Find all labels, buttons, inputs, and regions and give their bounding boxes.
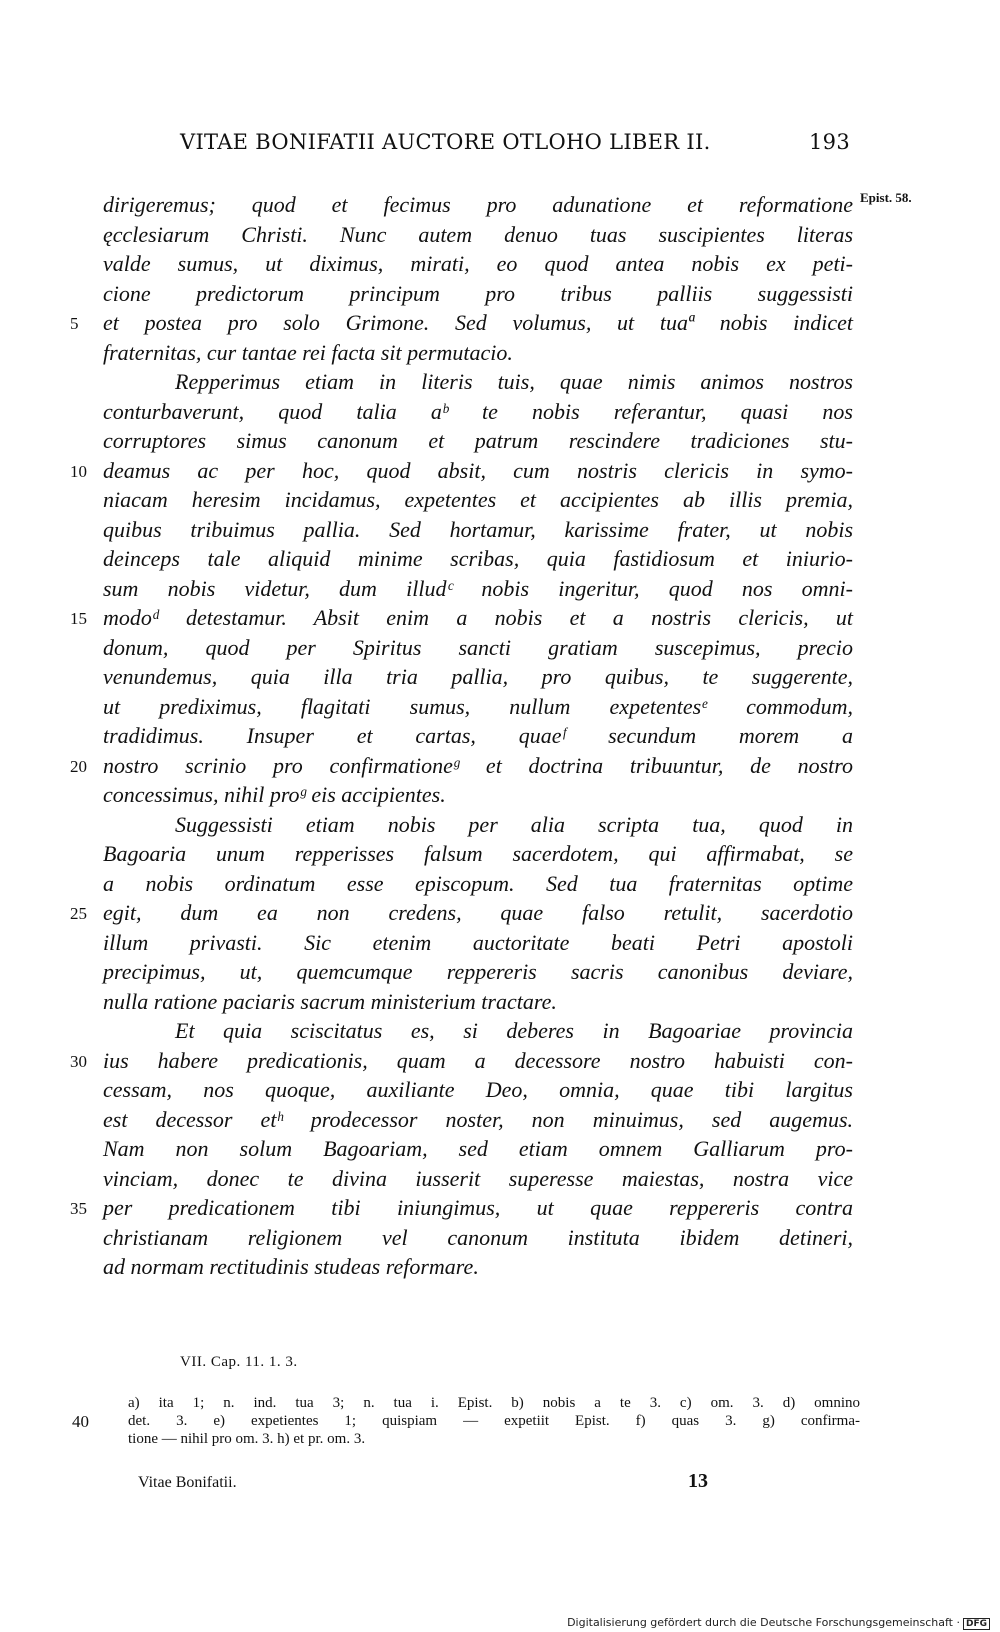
text-line	[103, 338, 853, 368]
line-number: 10	[70, 461, 87, 481]
main-text	[70, 190, 912, 1282]
footnote-line	[128, 1394, 860, 1412]
text-line	[103, 426, 853, 456]
text-line	[103, 279, 853, 309]
text-line	[103, 544, 853, 574]
text-line	[103, 692, 853, 722]
line-number: 15	[70, 609, 87, 628]
text-line	[103, 220, 853, 250]
text-line	[103, 1164, 853, 1194]
line-text: nulla ratione paciaris sacrum ministerium tractare.	[103, 988, 557, 1014]
line-number: 35	[70, 1199, 87, 1218]
text-line	[103, 633, 853, 663]
text-line	[70, 1046, 853, 1076]
text-line	[103, 574, 853, 604]
footnotes	[72, 1394, 860, 1448]
text-line	[70, 308, 853, 338]
text-line	[103, 515, 853, 545]
page-number: 193	[809, 130, 850, 154]
text-line	[70, 898, 853, 928]
text-line	[103, 1105, 853, 1135]
line-text: niacam heresim incidamus, expetentes et accipientes ab illis premia,	[103, 487, 853, 512]
line-text: ius habere predicationis, quam a decessore nostro habuisti con-	[103, 1047, 853, 1073]
line-text: modoᵈ detestamur. Absit enim a nobis et a nostris clericis, ut	[103, 605, 853, 630]
line-text: egit, dum ea non credens, quae falso retulit, sacerdotio	[103, 900, 853, 925]
text-line	[70, 603, 853, 633]
line-text: ęcclesiarum Christi. Nunc autem denuo tuas suscipientes literas	[103, 221, 853, 247]
text-line	[103, 190, 853, 220]
line-text: et postea pro solo Grimone. Sed volumus, ut tuaª nobis indicet	[103, 310, 853, 335]
footnote-text: tione — nihil pro om. 3. h) et pr. om. 3.	[128, 1431, 366, 1447]
line-text: cione predictorum principum pro tribus palliis suggessisti	[103, 280, 853, 306]
running-title: VITAE BONIFATII AUCTORE OTLOHO LIBER II.	[180, 130, 711, 154]
text-line	[103, 780, 853, 810]
footnote-line	[72, 1412, 860, 1431]
text-line	[103, 1252, 853, 1282]
line-text: deinceps tale aliquid minime scribas, quia fastidiosum et iniurio-	[103, 546, 853, 571]
margin-note: Epist. 58.	[860, 190, 912, 205]
line-text: est decessor etʰ prodecessor noster, non minuimus, sed augemus.	[103, 1106, 853, 1132]
line-text: dirigeremus; quod et fecimus pro adunatione et reformatione	[103, 192, 853, 217]
digitization-footer	[567, 1616, 990, 1630]
line-text: illum privasti. Sic etenim auctoritate beati Petri apostoli	[103, 929, 853, 955]
text-line	[103, 1075, 853, 1105]
chapter-reference: VII. Cap. 11. 1. 3.	[180, 1354, 298, 1370]
text-line	[103, 869, 853, 899]
line-text: conturbaverunt, quod talia aᵇ te nobis referantur, quasi nos	[103, 398, 853, 424]
footnote-text: a) ita 1; n. ind. tua 3; n. tua i. Epist. b) nobis a te 3. c) om. 3. d) omnino	[128, 1395, 860, 1411]
line-text: deamus ac per hoc, quod absit, cum nostris clericis in symo-	[103, 457, 853, 483]
line-text: fraternitas, cur tantae rei facta sit permutacio.	[103, 339, 513, 365]
dfg-logo: DFG	[963, 1618, 990, 1630]
text-line	[103, 397, 853, 427]
footer-text: Digitalisierung gefördert durch die Deutsche Forschungsgemeinschaft ·	[567, 1616, 960, 1629]
line-text: christianam religionem vel canonum instituta ibidem detineri,	[103, 1224, 853, 1250]
text-line	[103, 249, 853, 279]
line-text: Bagoaria unum repperisses falsum sacerdotem, qui affirmabat, se	[103, 841, 853, 866]
text-line	[103, 1223, 853, 1253]
line-text: Repperimus etiam in literis tuis, quae nimis animos nostros	[175, 369, 853, 394]
text-line	[103, 1134, 853, 1164]
text-line	[103, 810, 853, 840]
line-text: a nobis ordinatum esse episcopum. Sed tua fraternitas optime	[103, 870, 853, 896]
line-text: corruptores simus canonum et patrum rescindere tradiciones stu-	[103, 428, 853, 453]
line-number: 20	[70, 756, 87, 776]
line-text: donum, quod per Spiritus sancti gratiam suscepimus, precio	[103, 634, 853, 660]
line-text: Suggessisti etiam nobis per alia scripta tua, quod in	[175, 811, 853, 837]
line-number: 25	[70, 904, 87, 923]
line-text: concessimus, nihil proᵍ eis accipientes.	[103, 782, 446, 807]
text-line	[103, 839, 853, 869]
line-number: 30	[70, 1051, 87, 1071]
footnote-line	[128, 1430, 860, 1448]
line-text: vinciam, donec te divina iusserit superesse maiestas, nostra vice	[103, 1165, 853, 1191]
line-text: precipimus, ut, quemcumque reppereris sacris canonibus deviare,	[103, 959, 853, 984]
text-line	[103, 928, 853, 958]
text-line	[103, 957, 853, 987]
line-text: venundemus, quia illa tria pallia, pro quibus, te suggerente,	[103, 664, 853, 689]
text-line	[103, 1016, 853, 1046]
line-text: ad normam rectitudinis studeas reformare.	[103, 1254, 479, 1279]
line-text: Et quia sciscitatus es, si deberes in Bagoariae provincia	[175, 1018, 853, 1043]
text-line	[103, 721, 853, 751]
line-number: 40	[72, 1412, 89, 1431]
line-text: ut prediximus, flagitati sumus, nullum expetentesᵉ commodum,	[103, 693, 853, 719]
text-line	[103, 662, 853, 692]
text-line	[103, 485, 853, 515]
text-line	[103, 987, 853, 1017]
text-line	[103, 367, 853, 397]
line-text: tradidimus. Insuper et cartas, quaeᶠ secundum morem a	[103, 723, 853, 748]
line-text: Nam non solum Bagoariam, sed etiam omnem Galliarum pro-	[103, 1136, 853, 1161]
sheet-number: 13	[688, 1470, 708, 1492]
line-text: cessam, nos quoque, auxiliante Deo, omnia, quae tibi largitus	[103, 1077, 853, 1102]
line-text: nostro scrinio pro confirmationeᵍ et doctrina tribuuntur, de nostro	[103, 752, 853, 778]
text-line	[70, 751, 853, 781]
footnote-text: det. 3. e) expetientes 1; quispiam — expetiit Epist. f) quas 3. g) confirma-	[128, 1413, 860, 1429]
signature-mark: Vitae Bonifatii.	[138, 1474, 237, 1491]
line-text: per predicationem tibi iniungimus, ut quae reppereris contra	[103, 1195, 853, 1220]
text-line	[70, 456, 853, 486]
line-text: valde sumus, ut diximus, mirati, eo quod antea nobis ex peti-	[103, 251, 853, 276]
line-text: quibus tribuimus pallia. Sed hortamur, karissime frater, ut nobis	[103, 516, 853, 542]
line-number: 5	[70, 314, 79, 333]
line-text: sum nobis videtur, dum illudᶜ nobis ingeritur, quod nos omni-	[103, 575, 853, 601]
text-line	[70, 1193, 853, 1223]
